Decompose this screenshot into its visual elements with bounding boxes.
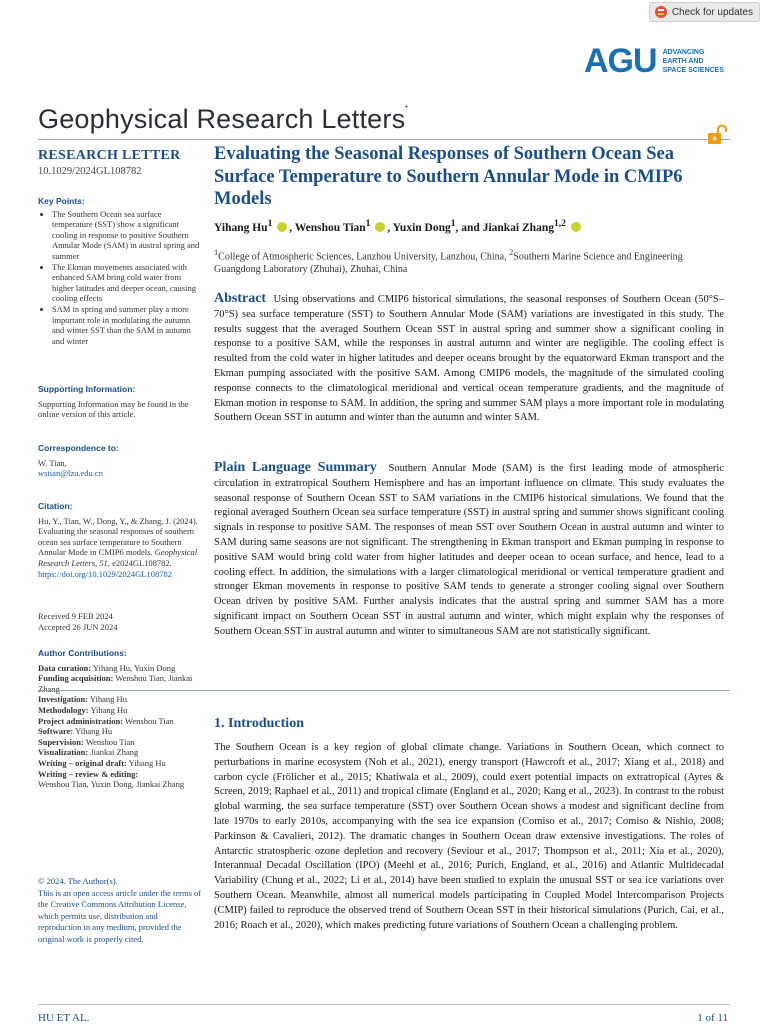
footer-authors: HU ET AL. [38, 1012, 90, 1024]
author-name: and Jiankai Zhang [461, 221, 554, 234]
contribution-row: Visualization: Jiankai Zhang [38, 747, 139, 758]
contribution-row: Software: Yihang Hu [38, 726, 113, 737]
citation-heading: Citation: [38, 501, 73, 511]
contribution-row: Investigation: Yihang Hu [38, 694, 127, 705]
author-name: Wenshou Tian [294, 221, 366, 234]
contribution-row: Data curation: Yihang Hu, Yuxin Dong [38, 662, 176, 673]
section-divider [38, 690, 730, 691]
header-divider [38, 139, 730, 140]
key-point: • The Southern Ocean sea surface temperature (SST) show a significant cooling in response to positive Southern Annular Mode (SAM) in austral spring and summer [52, 209, 200, 262]
author-contributions [38, 648, 200, 790]
orcid-icon[interactable] [375, 222, 385, 232]
article-type: RESEARCH LETTER [38, 148, 181, 163]
abstract-heading: Abstract [214, 291, 267, 306]
journal-title-mark: • [405, 104, 408, 111]
contribution-row: Writing – original draft: Yihang Hu [38, 757, 166, 768]
license-text: This is an open access article under the terms of the Creative Commons Attribution License, which permits use, distribution and reproduction in any medium, provided the original work is properly cited. [38, 887, 202, 944]
correspondence-heading: Correspondence to: [38, 443, 119, 453]
contribution-row: Writing – review & editing: Wenshou Tian, Yuxin Dong, Jiankai Zhang [38, 768, 185, 790]
article-title: Evaluating the Seasonal Responses of Southern Ocean Sea Surface Temperature to Southern Annular Mode in CMIP6 Models [214, 144, 683, 209]
author-list: Yihang Hu$^1$ , Wenshou Tian$^1$ , Yuxin Dong$^1$, and Jiankai Zhang$^{1,2}$ [214, 218, 583, 234]
contribution-row: Methodology: Yihang Hu [38, 704, 128, 715]
contributions-heading: Author Contributions: [38, 648, 127, 658]
supporting-text: Supporting Information may be found in the online version of this article. [38, 398, 189, 420]
plain-language-summary [214, 461, 724, 640]
pls-text: Southern Annular Mode (SAM) is the first leading mode of atmospheric circulation in extratropical Southern Hemisphere and has an important influence on climate. This study evaluates the seasonal response of Southern Ocean SST to SAM variations in the CMIP6 historical simulations. We found that the regional averaged Southern Ocean sea surface temperature (SST) in austral spring and summer shows significant cooling signals in response to positive SAM. The responses of mean SST over Southern Ocean in austral autumn and winter to SAM during same seasons are not significant. The strengthening in Ekman transport and Ekman pumping in response to positive SAM would bring cold water from higher latitudes and deeper ocean to ocean surface, and hence, lead to a cooling effect. In addition, the simulations with a larger climatological meridional or vertical temperature gradient and stronger Ekman movements in response to positive SAM tends to generate a stronger cooling signal over Southern Ocean driven by positive SAM. Further analysis indicates that the austral spring and summer SAM has a more significant impact on Southern Ocean SST in austral autumn and winter, which might explain why the responses of Southern Ocean SST in austral autumn and winter to simultaneous SAM are not statistically significant. [214, 463, 725, 637]
received-date: Received 9 FEB 2024 [38, 611, 113, 621]
citation-doi-link[interactable]: https://doi.org/10.1029/2024GL108782 [38, 568, 172, 579]
intro-heading: 1. Introduction [214, 716, 304, 731]
update-icon [654, 5, 668, 19]
journal-title: Geophysical Research Letters• [38, 104, 408, 134]
key-point: • SAM in spring and summer play a more important role in modulating the autumn and winter SST than the SAM in autumn and winter [52, 304, 200, 346]
agu-logo-mark: AGU [584, 42, 657, 80]
agu-logo-tagline: ADVANCING EARTH AND SPACE SCIENCES [662, 48, 724, 74]
pls-heading: Plain Language Summary [214, 460, 377, 475]
citation-journal: Geophysical Research Letters, 51, [38, 547, 198, 568]
check-for-updates-button[interactable] [649, 2, 760, 22]
affiliations: $^1$College of Atmospheric Sciences, Lanzhou University, Lanzhou, China, $^2$Southern Marine Science and Engineering Guangdong Laboratory (Zhuhai), Zhuhai, China [214, 248, 683, 276]
intro-paragraph: The Southern Ocean is a key region of global climate change. Variations in Southern Ocean, which connect to perturbations in marine ecosystem (Noh et al., 2021), energy transport (Hawcroft et al., 2017; Xiang et al., 2018) and carbon cycle (Frölicher et al., 2015; Khatiwala et al., 2009), could exert potential impacts on extratropical (Ayres & Screen, 2019; Raphael et al., 2011) and tropical climate (England et al., 2020; Kang et al., 2023). In contrast to the robust global warming, the sea surface temperature (SST) over Southern Ocean shows a modest and significant decline from late 1970s to early 2010s, accompanying with the sea ice expansion (Comiso et al., 2017; Comiso & Nishio, 2008; Parkinson & Cavalieri, 2012). The dramatic changes in Southern Ocean draw extensive investigations. The roles of Antarctic stratospheric ozone depletion and recovery (Seviour et al., 2017; Thompson et al., 2011; Xia et al., 2020), Interannual Decadal Oscillation (IPO) (Meehl et al., 2016; Purich, England, et al., 2016) and Atlantic Multidecadal Variability (Chung et al., 2022; Li et al., 2014) have been studied to explain the unusual SST or sea ice variations over Southern Ocean. Meanwhile, almost all numerical models participating in Coupled Model Intercomparison Projects (CMIP) failed to reproduce the observed trend of Southern Ocean SST in their historical simulations (Purich, Cai, et al., 2016; Roach et al., 2020), which makes predicting future variations of Southern Ocean a challenging problem. [214, 742, 724, 931]
contribution-row: Funding acquisition: Wenshou Tian, Jiankai Zhang [38, 673, 193, 694]
key-point: • The Ekman movements associated with enhanced SAM bring cold water from higher latitudes and deeper ocean, causing cooling effects [52, 262, 200, 304]
article-dates [38, 611, 200, 632]
supporting-information [38, 384, 200, 420]
contribution-row: Project administration: Wenshou Tian [38, 715, 174, 726]
agu-logo [584, 44, 724, 78]
orcid-icon[interactable] [571, 222, 581, 232]
key-points [38, 196, 200, 346]
copyright-line: © 2024. The Author(s). [38, 876, 118, 886]
citation-id: e2024GL108782. [112, 557, 172, 568]
supporting-heading: Supporting Information: [38, 384, 136, 394]
abstract [214, 292, 724, 426]
correspondence-name: W. Tian, [38, 457, 67, 468]
contribution-row: Supervision: Wenshou Tian [38, 736, 135, 747]
accepted-date: Accepted 26 JUN 2024 [38, 621, 118, 632]
copyright-notice [38, 876, 202, 945]
footer-page-number: 1 of 11 [697, 1012, 728, 1024]
correspondence-email[interactable]: wstian@lzu.edu.cn [38, 468, 103, 479]
orcid-icon[interactable] [277, 222, 287, 232]
correspondence [38, 443, 200, 479]
citation [38, 501, 200, 579]
footer-divider [38, 1004, 730, 1005]
abstract-text: Using observations and CMIP6 historical simulations, the seasonal responses of Southern Ocean (50°S–70°S) sea surface temperature (SST) to Southern Annular Mode (SAM) variations are investigated in this study. The results suggest that the averaged Southern Ocean SST in austral spring and summer show a significant cooling in response to a positive SAM, while the responses in austral autumn and winter are negligible. The cooling effect is resulted from the cold water in higher latitudes and deeper oceans brought by the equatorward Ekman transport and the Ekman pumping associated with the positive SAM. Among CMIP6 models, the magnitude of the simulated cooling response connects to the climatological meridional and vertical ocean temperature gradients, and the magnitude of Ekman motion in response to SAM. In addition, the spring and summer SAM plays a more important role in modulating Southern Ocean SST in autumn and winter than the autumn and winter SAM. [214, 294, 725, 424]
author-name: Yihang Hu [214, 221, 268, 234]
article-doi: 10.1029/2024GL108782 [38, 166, 142, 177]
author-name: Yuxin Dong [392, 221, 451, 234]
citation-text: Hu, Y., Tian, W., Dong, Y., & Zhang, J. (2024). Evaluating the seasonal responses of southern ocean sea surface temperature to Southern Annular Mode in CMIP6 models. [38, 515, 198, 558]
check-for-updates-label: Check for updates [671, 6, 753, 18]
key-points-heading: Key Points: [38, 196, 85, 206]
